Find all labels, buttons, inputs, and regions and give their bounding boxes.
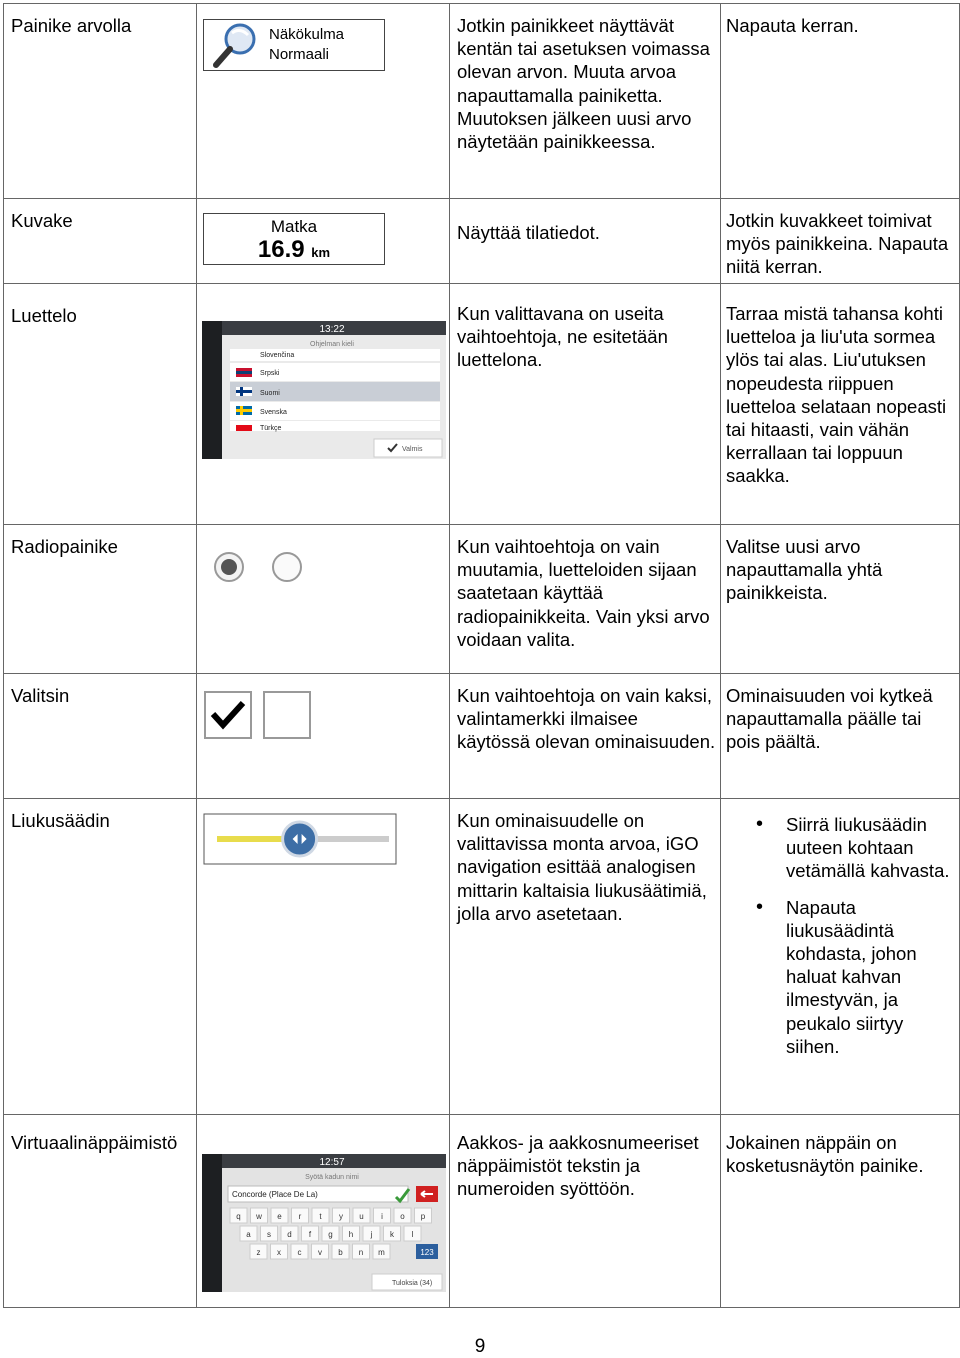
key-label: d [287, 1230, 292, 1239]
key-label: j [370, 1230, 373, 1239]
key-label: x [277, 1248, 281, 1257]
key-label: k [390, 1230, 394, 1239]
key-label: i [381, 1212, 383, 1221]
magnifier-icon [210, 21, 262, 69]
table-row [4, 4, 960, 199]
list-screenshot [202, 321, 446, 459]
list-item-selected: Suomi [260, 390, 280, 397]
value-button-label [269, 25, 344, 65]
key-label: a [246, 1230, 251, 1239]
key-label: h [348, 1230, 354, 1239]
keyboard-input: Concorde (Place De La) [232, 1190, 318, 1199]
row-name: Virtuaalinäppäimistö [4, 1115, 197, 1308]
key-label: f [308, 1230, 312, 1239]
key-label: v [318, 1248, 322, 1257]
button-label-line1: Näkökulma [269, 26, 345, 43]
checkbox-example [203, 690, 323, 744]
row-description: Näyttää tilatiedot. [450, 199, 721, 284]
row-action: Napauta kerran. [721, 4, 960, 199]
icon-label: Matka [270, 217, 318, 236]
icon-value-unit: km [311, 245, 331, 260]
radio-unselected-icon [273, 553, 301, 581]
example-cell [197, 199, 450, 284]
row-action: Jokainen näppäin on kosketusnäytön painike. [721, 1115, 960, 1308]
key-label: w [256, 1212, 262, 1221]
bullet-item: • Siirrä liukusäädin uuteen kohtaan vetämällä kahvasta. [726, 813, 955, 883]
icon-value-number: 16.9 [257, 236, 305, 263]
example-cell [197, 284, 450, 525]
row-name: Luettelo [4, 284, 197, 525]
row-description: Jotkin painikkeet näyttävät kentän tai asetuksen voimassa olevan arvon. Muuta arvoa napauttamalla painiketta. Muutoksen jälkeen uusi arvo näytetään painikkeessa. [450, 4, 721, 199]
list-title: Ohjelman kieli [310, 341, 354, 348]
example-cell [197, 4, 450, 199]
row-action: Valitse uusi arvo napauttamalla yhtä painikkeista. [721, 525, 960, 674]
row-action [721, 799, 960, 1115]
checkbox-unchecked-icon [264, 692, 310, 738]
row-description: Aakkos- ja aakkosnumeeriset näppäimistöt tekstin ja numeroiden syöttöön. [450, 1115, 721, 1308]
icon-value [204, 237, 384, 266]
slider-knob-icon [283, 822, 317, 856]
row-name: Radiopainike [4, 525, 197, 674]
row-action: Ominaisuuden voi kytkeä napauttamalla päälle tai pois päältä. [721, 674, 960, 799]
numeric-key-label: 123 [420, 1248, 434, 1257]
key-label: c [297, 1248, 302, 1257]
table-row [4, 674, 960, 799]
key-label: u [359, 1212, 364, 1221]
table-row [4, 284, 960, 525]
button-value-line2: Normaali [269, 46, 330, 63]
bullet-item: • Napauta liukusäädintä kohdasta, johon haluat kahvan ilmestyvän, ja peukalo siirtyy siihen. [726, 896, 955, 1058]
checkbox-checked-icon [205, 692, 251, 738]
key-label: e [277, 1212, 282, 1221]
list-item: Svenska [260, 409, 287, 416]
table-row [4, 1115, 960, 1308]
key-label: m [378, 1248, 385, 1257]
value-button-example [203, 19, 385, 71]
row-name: Valitsin [4, 674, 197, 799]
list-item: Türkçe [260, 425, 282, 432]
key-label: z [256, 1248, 261, 1257]
row-description: Kun vaihtoehtoja on vain kaksi, valintamerkki ilmaisee käytössä olevan ominaisuuden. [450, 674, 721, 799]
key-label: o [400, 1212, 405, 1221]
key-label: t [319, 1212, 322, 1221]
results-button: Tuloksia (34) [392, 1280, 433, 1287]
list-time: 13:22 [319, 324, 345, 335]
done-button: Valmis [402, 446, 423, 453]
example-cell [197, 525, 450, 674]
row-description: Kun valittavana on useita vaihtoehtoja, ne esitetään luettelona. [450, 284, 721, 525]
key-label: l [411, 1230, 414, 1239]
row-action: Tarraa mistä tahansa kohti luetteloa ja liu'uta sormea ylös tai alas. Liu'utuksen nopeudesta riippuen luetteloa selataan nopeasti tai hitaasti, vain vähän kerrallaan tai loppuun saakka. [721, 284, 960, 525]
row-name: Liukusäädin [4, 799, 197, 1115]
slider-example [203, 813, 397, 867]
row-name: Painike arvolla [4, 4, 197, 199]
bullet-list [726, 813, 955, 1058]
key-label: y [339, 1212, 343, 1221]
list-item: Srpski [260, 370, 280, 377]
list-item: Slovenčina [260, 352, 295, 359]
table-row [4, 199, 960, 284]
key-label: g [328, 1230, 333, 1239]
row-name: Kuvake [4, 199, 197, 284]
page-number: 9 [474, 1336, 486, 1357]
key-label: b [338, 1248, 343, 1257]
table-row [4, 799, 960, 1115]
key-label: s [267, 1230, 271, 1239]
key-label: r [298, 1212, 302, 1221]
key-label: p [420, 1212, 426, 1221]
row-description: Kun ominaisuudelle on valittavissa monta arvoa, iGO navigation esittää analogisen mittarin kaltaisia liukusäätimiä, jolla arvo asetetaan. [450, 799, 721, 1115]
keyboard-time: 12:57 [319, 1157, 345, 1168]
status-icon-example [203, 213, 385, 265]
example-cell [197, 799, 450, 1115]
example-cell [197, 1115, 450, 1308]
keyboard-title: Syötä kadun nimi [305, 1174, 359, 1181]
table-row [4, 525, 960, 674]
row-description: Kun vaihtoehtoja on vain muutamia, luetteloiden sijaan saatetaan käyttää radiopainikkeita. Vain yksi arvo voidaan valita. [450, 525, 721, 674]
radio-buttons-example [211, 549, 331, 589]
row-action: Jotkin kuvakkeet toimivat myös painikkeina. Napauta niitä kerran. [721, 199, 960, 284]
key-label: n [358, 1248, 364, 1257]
key-label: q [236, 1212, 241, 1221]
keyboard-screenshot [202, 1154, 446, 1292]
example-cell [197, 674, 450, 799]
